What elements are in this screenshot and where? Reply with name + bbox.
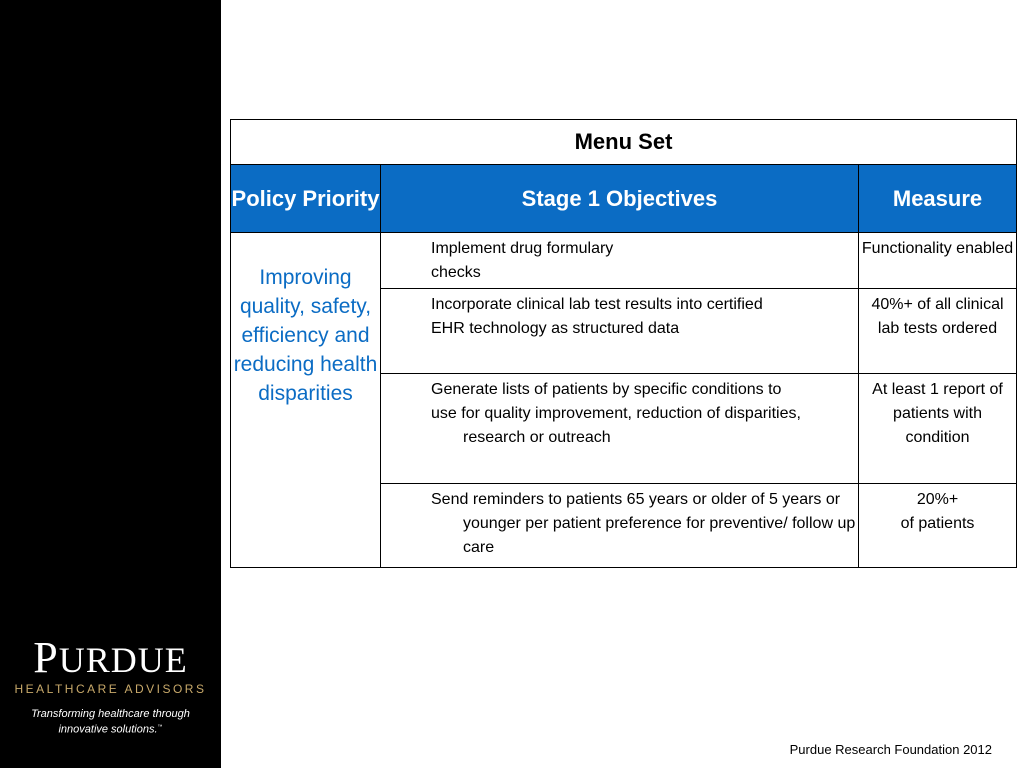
measure-line: of patients — [900, 515, 975, 532]
table-title: Menu Set — [231, 120, 1017, 165]
header-policy-priority: Policy Priority — [231, 165, 381, 233]
footer-text: Purdue Research Foundation 2012 — [789, 742, 992, 757]
logo-first-letter: P — [33, 633, 59, 682]
table-row — [231, 233, 1017, 289]
logo-name — [0, 633, 221, 682]
trademark-mark: ™ — [157, 724, 163, 730]
tagline-line-2-text: innovative solutions. — [58, 723, 158, 736]
objective-line: Send reminders to patients 65 years or older of 5 years or younger per patient preference for preventive/ follow up care — [431, 491, 856, 556]
menu-set-table — [230, 119, 1017, 568]
logo-tagline — [0, 708, 221, 737]
header-objectives: Stage 1 Objectives — [381, 165, 859, 233]
objective-line: checks — [431, 264, 481, 281]
header-measure: Measure — [859, 165, 1017, 233]
objective-line: use for quality improvement, reduction of disparities, research or outreach — [431, 405, 801, 446]
objective-cell — [381, 289, 859, 374]
objective-cell — [381, 484, 859, 568]
purdue-logo — [0, 633, 221, 737]
measure-cell: 40%+ of all clinical lab tests ordered — [859, 289, 1017, 374]
measure-cell: Functionality enabled — [859, 233, 1017, 289]
tagline-line-2 — [0, 721, 221, 737]
measure-line: 20%+ — [916, 491, 959, 508]
policy-priority-cell: Improving quality, safety, efficiency and reducing health disparities — [231, 233, 381, 568]
measure-cell — [859, 484, 1017, 568]
table-header-row — [231, 165, 1017, 233]
objective-line: Incorporate clinical lab test results into certified — [431, 296, 763, 313]
logo-subtitle: HEALTHCARE ADVISORS — [14, 682, 207, 696]
objective-line: Generate lists of patients by specific conditions to — [431, 381, 782, 398]
objective-cell — [381, 374, 859, 484]
objective-line: Implement drug formulary — [431, 240, 614, 257]
sidebar — [0, 0, 221, 768]
objective-line: EHR technology as structured data — [431, 320, 680, 337]
table-title-row — [231, 120, 1017, 165]
logo-rest: URDUE — [58, 640, 188, 680]
tagline-line-1: Transforming healthcare through — [31, 708, 190, 720]
objective-cell — [381, 233, 859, 289]
measure-cell: At least 1 report of patients with condition — [859, 374, 1017, 484]
